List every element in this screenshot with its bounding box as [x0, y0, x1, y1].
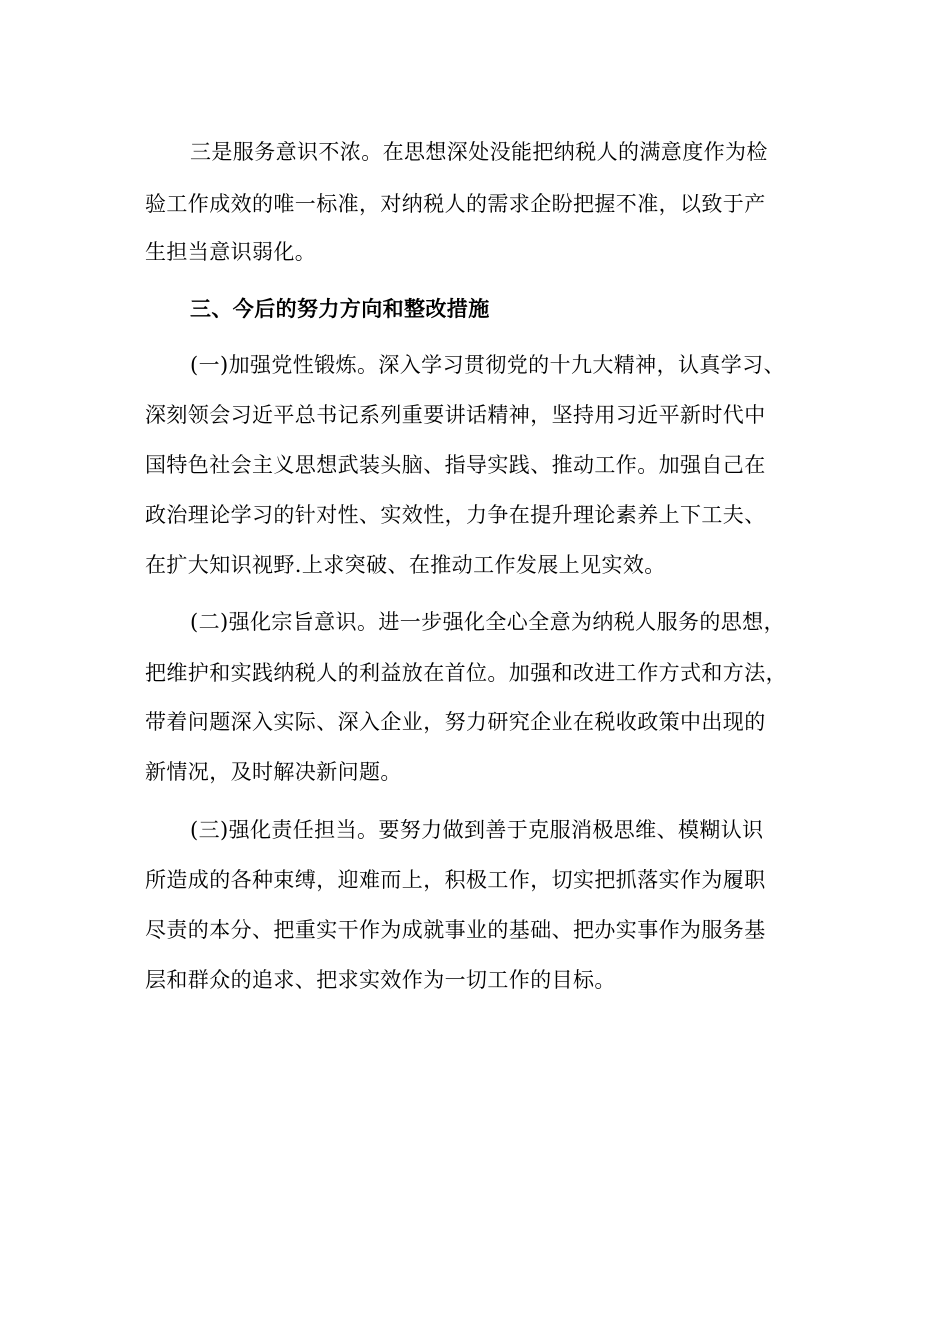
paragraph-1-line-1: 三是服务意识不浓。在思想深处没能把纳税人的满意度作为检: [190, 140, 768, 164]
paragraph-1-line-2: 验工作成效的唯一标准，对纳税人的需求企盼把握不准，以致于产: [145, 192, 766, 216]
paragraph-2-line-5: 在扩大知识视野.上求突破、在推动工作发展上见实效。: [145, 553, 666, 577]
section-heading: 三、今后的努力方向和整改措施: [190, 296, 490, 321]
paragraph-2-line-3: 国特色社会主义思想武装头脑、指导实践、推动工作。加强自己在: [145, 453, 766, 477]
paragraph-3-line-1: (二)强化宗旨意识。进一步强化全心全意为纳税人服务的思想，: [190, 610, 785, 634]
paragraph-4-line-4: 层和群众的追求、把求实效作为一切工作的目标。: [145, 968, 616, 992]
paragraph-3-line-4: 新情况，及时解决新问题。: [145, 760, 402, 784]
paragraph-1-line-3: 生担当意识弱化。: [145, 240, 317, 264]
paragraph-2-line-2: 深刻领会习近平总书记系列重要讲话精神，坚持用习近平新时代中: [145, 403, 766, 427]
paragraph-4-line-3: 尽责的本分、把重实干作为成就事业的基础、把办实事作为服务基: [145, 918, 766, 942]
paragraph-2-line-4: 政治理论学习的针对性、实效性，力争在提升理论素养上下工夫、: [145, 503, 766, 527]
paragraph-2-line-1: (一)加强党性锻炼。深入学习贯彻党的十九大精神，认真学习、: [190, 353, 785, 377]
paragraph-4-line-1: (三)强化责任担当。要努力做到善于克服消极思维、模糊认识: [190, 818, 764, 842]
paragraph-4-line-2: 所造成的各种束缚，迎难而上，积极工作，切实把抓落实作为履职: [145, 868, 766, 892]
paragraph-3-line-2: 把维护和实践纳税人的利益放在首位。加强和改进工作方式和方法，: [145, 661, 787, 685]
paragraph-3-line-3: 带着问题深入实际、深入企业，努力研究企业在税收政策中出现的: [145, 710, 766, 734]
